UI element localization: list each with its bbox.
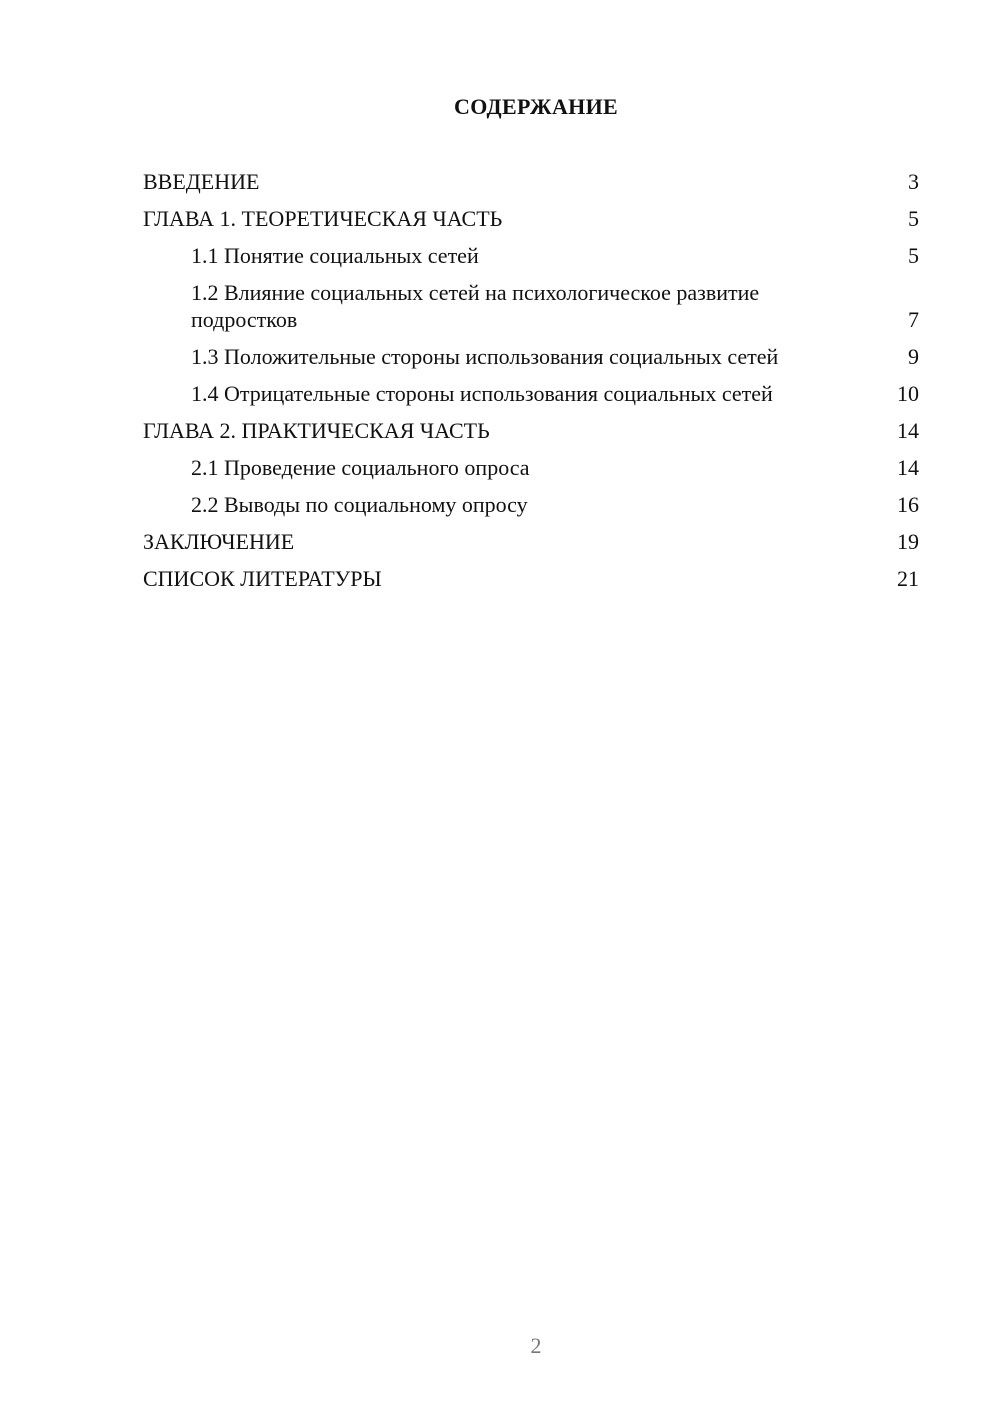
toc-entry-page: 14 [897,418,919,443]
toc-entry-label: ВВЕДЕНИЕ [143,169,260,194]
toc-entry-page: 5 [908,243,919,268]
toc-entry-introduction[interactable] [143,168,919,195]
toc-entry-section-2-1[interactable] [143,454,919,481]
table-of-contents [143,168,919,602]
toc-entry-page: 21 [897,566,919,591]
toc-entry-page: 16 [897,492,919,517]
toc-entry-page: 7 [908,307,919,332]
toc-entry-label: ГЛАВА 1. ТЕОРЕТИЧЕСКАЯ ЧАСТЬ [143,206,503,231]
toc-entry-label: ГЛАВА 2. ПРАКТИЧЕСКАЯ ЧАСТЬ [143,418,490,443]
page-number: 2 [530,1333,542,1358]
toc-entry-chapter-1[interactable] [143,205,919,232]
toc-entry-section-1-3[interactable] [143,343,919,370]
toc-entry-section-1-4[interactable] [143,380,919,407]
toc-entry-page: 10 [897,381,919,406]
toc-entry-label: 1.4 Отрицательные стороны использования социальных сетей [191,381,773,406]
toc-entry-label: ЗАКЛЮЧЕНИЕ [143,529,295,554]
toc-entry-section-1-2[interactable] [143,279,919,333]
toc-entry-label: 2.1 Проведение социального опроса [191,455,530,480]
toc-entry-label: СПИСОК ЛИТЕРАТУРЫ [143,566,382,591]
toc-entry-label: 1.3 Положительные стороны использования социальных сетей [191,344,779,369]
toc-entry-page: 3 [908,169,919,194]
toc-entry-label: 2.2 Выводы по социальному опросу [191,492,528,517]
toc-entry-label: 1.2 Влияние социальных сетей на психологическое развитие подростков [191,280,760,332]
toc-entry-page: 5 [908,206,919,231]
toc-entry-section-2-2[interactable] [143,491,919,518]
toc-entry-chapter-2[interactable] [143,417,919,444]
toc-entry-label: 1.1 Понятие социальных сетей [191,243,479,268]
toc-entry-bibliography[interactable] [143,565,919,592]
toc-entry-page: 14 [897,455,919,480]
toc-entry-conclusion[interactable] [143,528,919,555]
toc-entry-page: 9 [908,344,919,369]
toc-title: СОДЕРЖАНИЕ [454,94,618,119]
toc-entry-page: 19 [897,529,919,554]
toc-entry-section-1-1[interactable] [143,242,919,269]
